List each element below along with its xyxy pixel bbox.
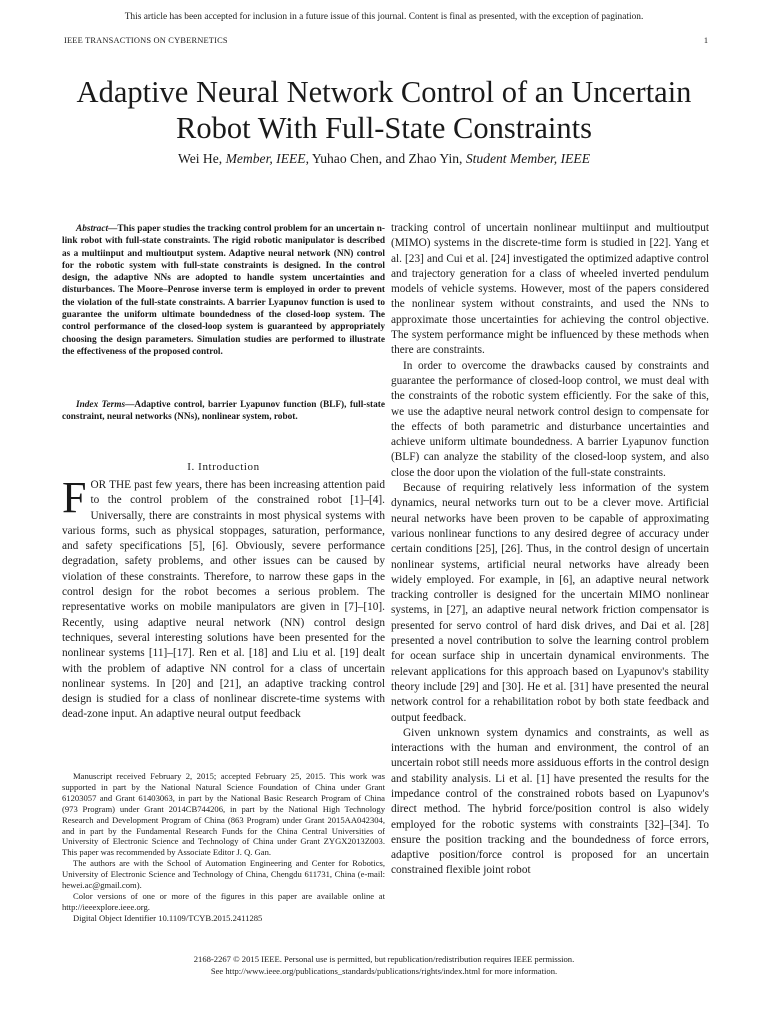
acceptance-notice: This article has been accepted for inclusion in a future issue of this journal. Content is final as presented, with the exception of pagination. [124, 12, 644, 22]
index-terms [62, 399, 385, 424]
drop-cap: F [62, 473, 87, 522]
footnote-doi: Digital Object Identifier 10.1109/TCYB.2015.2411285 [73, 912, 263, 923]
copyright-line-1: 2168-2267 © 2015 IEEE. Personal use is permitted, but republication/redistribution requires IEEE permission. [193, 954, 575, 964]
intro-text: past few years, there has been increasing attention paid to the control problem of the constrained robot [1]–[4]. Universally, there are constraints in most physical systems with various forms, such as physical stoppages, saturation, performance, and safety specifications [5], [6]. Obviously, severe performance degradation, safety problems, and other issues can be caused by violation of these constraints. Therefore, to narrow these gaps in the control design for the robot becomes a serious problem. The representative works on mobile manipulators are given in [7]–[10]. Recently, using adaptive neural network (NN) control design techniques, several interesting solutions have been presented for the nonlinear systems [11]–[17]. Ren et al. [18] and Liu et al. [19] dealt with the problem of adaptive NN control for a class of uncertain nonlinear systems. In [20] and [21], an adaptive tracking control design is studied for a class of nonlinear discrete-time systems with dead-zone input. An adaptive neural output feedback [62, 479, 385, 721]
right-paragraph-2: In order to overcome the drawbacks caused by constraints and guarantee the performance of closed-loop control, we must deal with the constraints of the robotic system efficiently. For the sake of this, we use the adaptive neural network control design to compensate for the effects of both parametric and disturbance uncertainties and achieve uniform ultimate boundedness. A barrier Lyapunov function (BLF) can analyze the stability of the closed-loop system, and also close the door upon the violation of the full-state constraints. [391, 359, 709, 479]
page-number: 1 [703, 36, 708, 45]
introduction-paragraph [62, 473, 385, 723]
title-line-2: Robot With Full-State Constraints [176, 111, 592, 145]
footnote-affiliation: The authors are with the School of Automation Engineering and Center for Robotics, University of Electronic Science and Technology of China, Chengdu 611731, China (e-mail: hewei.ac@gmail.com). [62, 858, 385, 891]
paper-title [0, 74, 768, 146]
footnote-color: Color versions of one or more of the figures in this paper are available online at http://ieeexplore.ieee.org. [62, 890, 385, 912]
footnote [62, 771, 385, 924]
abstract [62, 223, 385, 358]
right-paragraph-3: Because of requiring relatively less information of the system dynamics, neural networks turn out to be a clever move. Artificial neural networks have been proven to be capable of approximating various nonlinear functions to any desired degree of accuracy under certain conditions [25], [26]. Thus, in the control design of uncertain nonlinear systems, artificial neural networks have already been widely employed. For example, in [6], an adaptive neural network tracking controller is designed for the uncertain MIMO nonlinear systems, in [27], an adaptive neural network friction compensator is presented for servo control of hard disk drives, and Dai et al. [28] presented a novel contribution to solve the learning control problem for ocean surface ship in uncertain dynamical environments. The relevant applications for this approach based on Lyapunov's stability theory include [29] and [30]. He et al. [31] have presented the neural network control for a rehabilitation robot by both state feedback and output feedback. [391, 482, 709, 724]
index-terms-text: —Adaptive control, barrier Lyapunov function (BLF), full-state constraint, neural networks (NNs), nonlinear system, robot. [62, 400, 385, 423]
right-paragraph-4: Given unknown system dynamics and constraints, as well as interactions with the human and environment, the control of an uncertain robot still needs more assiduous efforts in the control design and stability analysis. Li et al. [1] have presented the results for the impedance control of the constrained robots based on Lyapunov's direct method. The hybrid force/position control is also widely employed for the robotic systems with constraints [32]–[34]. To ensure the position tracking and the boundedness of force errors, adaptive position/force control is proposed for an uncertain constrained flexible joint robot [391, 726, 709, 877]
abstract-label: Abstract [76, 224, 109, 234]
copyright-notice [0, 954, 768, 977]
right-column [391, 221, 709, 879]
author-1-role: Member, IEEE [225, 151, 306, 166]
author-3-role: Student Member, IEEE [465, 151, 591, 166]
copyright-line-2: See http://www.ieee.org/publications_standards/publications/rights/index.html for more information. [210, 965, 558, 976]
author-1: Wei He, [177, 151, 226, 166]
right-paragraph-1: tracking control of uncertain nonlinear multiinput and multioutput (MIMO) systems in the discrete-time form is studied in [22]. Yang et al. [23] and Cui et al. [24] investigated the optimized adaptive control and trajectory generation for a class of wheeled inverted pendulum models of vehicle systems. However, most of the papers considered the nonlinear system without constraints, and used the NNs to approximate those uncertainties for achieving the control objective. The system performance might be influenced by these methods when there are constraints. [391, 222, 709, 357]
title-line-1: Adaptive Neural Network Control of an Uncertain [76, 75, 692, 109]
author-2-3: , Yuhao Chen, and Zhao Yin, [305, 151, 466, 166]
author-list [0, 151, 768, 167]
intro-lead: OR THE [90, 479, 132, 491]
index-terms-label: Index Terms [76, 400, 126, 410]
abstract-text: —This paper studies the tracking control problem for an uncertain n-link robot with full-state constraints. The rigid robotic manipulator is described as a multiinput and multioutput system. Adaptive neural network (NN) control for the robotic system with full-state constraints is designed. In the control design, the adaptive NNs are adopted to handle system uncertainties and disturbances. The Moore–Penrose inverse term is employed in order to prevent the violation of the full-state constraints. A barrier Lyapunov function is used to guarantee the uniform ultimate boundedness of the closed-loop system. The control performance of the closed-loop system is guaranteed by appropriately choosing the design parameters. Simulation studies are performed to illustrate the effectiveness of the proposed control. [62, 224, 385, 357]
journal-name: IEEE TRANSACTIONS ON CYBERNETICS [64, 36, 228, 45]
section-heading: I. Introduction [187, 461, 260, 473]
footnote-manuscript: Manuscript received February 2, 2015; accepted February 25, 2015. This work was supported in part by the National Natural Science Foundation of China under Grant 61203057 and Grant 61403063, in part by the National Basic Research Program of China (973 Program) under Grant 2014CB744206, in part by the National High Technology Research and Development Program of China (863 Program) under Grant 2015AA042304, and in part by the Fundamental Research Funds for the China Central Universities of University of Electronic Science and Technology of China under Grant ZYGX2013Z003. This paper was recommended by Associate Editor J. Q. Gan. [62, 771, 385, 858]
